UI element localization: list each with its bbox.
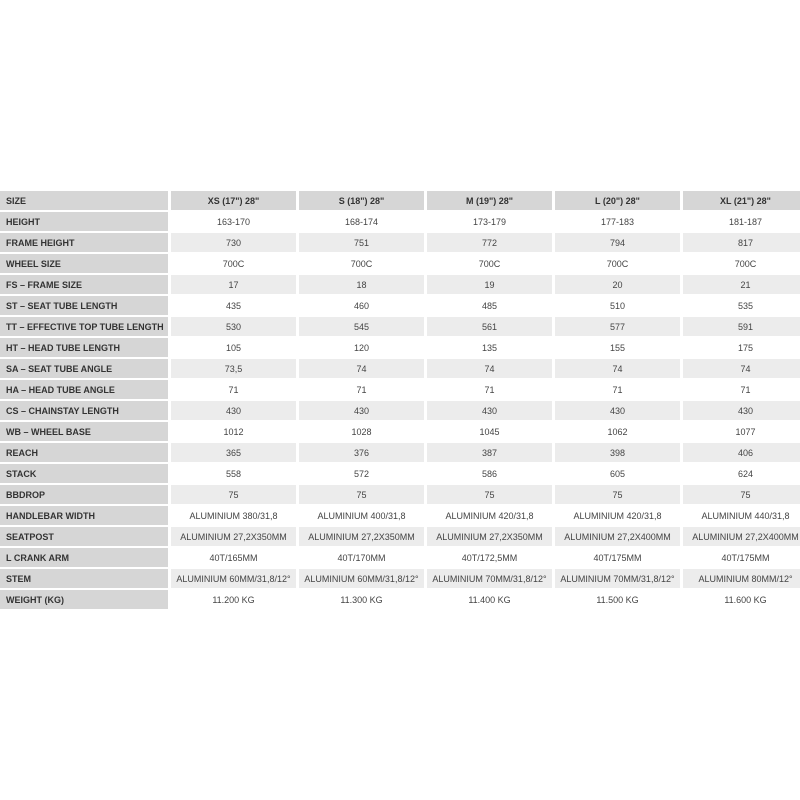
table-cell: 365 — [171, 443, 296, 462]
table-cell: 485 — [427, 296, 552, 315]
table-row — [0, 527, 800, 546]
header-size-xs: XS (17") 28" — [171, 191, 296, 210]
table-cell: 155 — [555, 338, 680, 357]
table-cell: 11.600 KG — [683, 590, 800, 609]
header-size-l: L (20") 28" — [555, 191, 680, 210]
row-label: L CRANK ARM — [0, 548, 168, 567]
table-row — [0, 380, 800, 399]
table-cell: ALUMINIUM 27,2X350MM — [171, 527, 296, 546]
table-cell: 1062 — [555, 422, 680, 441]
row-label: FRAME HEIGHT — [0, 233, 168, 252]
table-cell: 730 — [171, 233, 296, 252]
header-size-label: SIZE — [0, 191, 168, 210]
table-row — [0, 590, 800, 609]
table-cell: 430 — [683, 401, 800, 420]
table-row — [0, 233, 800, 252]
table-cell: 21 — [683, 275, 800, 294]
table-cell: 561 — [427, 317, 552, 336]
row-label: REACH — [0, 443, 168, 462]
table-cell: 177-183 — [555, 212, 680, 231]
header-size-s: S (18") 28" — [299, 191, 424, 210]
table-cell: 430 — [299, 401, 424, 420]
table-cell: 105 — [171, 338, 296, 357]
table-row — [0, 359, 800, 378]
table-row — [0, 338, 800, 357]
table-cell: 817 — [683, 233, 800, 252]
row-label: HANDLEBAR WIDTH — [0, 506, 168, 525]
table-cell: 173-179 — [427, 212, 552, 231]
table-cell: 772 — [427, 233, 552, 252]
table-cell: 11.400 KG — [427, 590, 552, 609]
table-cell: ALUMINIUM 60MM/31,8/12° — [171, 569, 296, 588]
table-cell: ALUMINIUM 380/31,8 — [171, 506, 296, 525]
row-label: HT – HEAD TUBE LENGTH — [0, 338, 168, 357]
table-cell: 510 — [555, 296, 680, 315]
table-cell: 71 — [683, 380, 800, 399]
row-label: TT – EFFECTIVE TOP TUBE LENGTH — [0, 317, 168, 336]
table-cell: ALUMINIUM 420/31,8 — [427, 506, 552, 525]
header-size-m: M (19") 28" — [427, 191, 552, 210]
table-cell: 460 — [299, 296, 424, 315]
table-cell: 40T/172,5MM — [427, 548, 552, 567]
table-cell: 18 — [299, 275, 424, 294]
table-cell: ALUMINIUM 27,2X400MM — [683, 527, 800, 546]
table-cell: ALUMINIUM 70MM/31,8/12° — [427, 569, 552, 588]
table-cell: 40T/170MM — [299, 548, 424, 567]
table-cell: 71 — [171, 380, 296, 399]
table-cell: 175 — [683, 338, 800, 357]
table-cell: 751 — [299, 233, 424, 252]
row-label: CS – CHAINSTAY LENGTH — [0, 401, 168, 420]
table-row — [0, 506, 800, 525]
table-cell: 74 — [427, 359, 552, 378]
row-label: STACK — [0, 464, 168, 483]
table-row — [0, 569, 800, 588]
table-cell: 1012 — [171, 422, 296, 441]
table-cell: 1028 — [299, 422, 424, 441]
table-cell: 794 — [555, 233, 680, 252]
table-cell: ALUMINIUM 80MM/12° — [683, 569, 800, 588]
table-cell: 75 — [427, 485, 552, 504]
table-cell: 406 — [683, 443, 800, 462]
table-row — [0, 296, 800, 315]
table-cell: 11.500 KG — [555, 590, 680, 609]
row-label: STEM — [0, 569, 168, 588]
table-cell: ALUMINIUM 27,2X350MM — [299, 527, 424, 546]
table-cell: 700C — [171, 254, 296, 273]
table-cell: ALUMINIUM 27,2X350MM — [427, 527, 552, 546]
table-cell: 135 — [427, 338, 552, 357]
table-row — [0, 443, 800, 462]
table-row — [0, 422, 800, 441]
table-row — [0, 401, 800, 420]
table-cell: 1077 — [683, 422, 800, 441]
table-cell: 398 — [555, 443, 680, 462]
table-cell: 75 — [171, 485, 296, 504]
row-label: HEIGHT — [0, 212, 168, 231]
row-label: BBDROP — [0, 485, 168, 504]
row-label: SA – SEAT TUBE ANGLE — [0, 359, 168, 378]
table-cell: 591 — [683, 317, 800, 336]
table-cell: 700C — [427, 254, 552, 273]
row-label: ST – SEAT TUBE LENGTH — [0, 296, 168, 315]
table-header — [0, 191, 800, 210]
table-cell: 535 — [683, 296, 800, 315]
geometry-table — [0, 189, 800, 611]
table-cell: 181-187 — [683, 212, 800, 231]
table-cell: ALUMINIUM 60MM/31,8/12° — [299, 569, 424, 588]
table-cell: 558 — [171, 464, 296, 483]
table-row — [0, 317, 800, 336]
table-cell: 19 — [427, 275, 552, 294]
table-cell: 435 — [171, 296, 296, 315]
table-cell: 700C — [555, 254, 680, 273]
table-cell: 168-174 — [299, 212, 424, 231]
table-cell: ALUMINIUM 27,2X400MM — [555, 527, 680, 546]
table-cell: 40T/175MM — [683, 548, 800, 567]
table-cell: 586 — [427, 464, 552, 483]
table-cell: ALUMINIUM 70MM/31,8/12° — [555, 569, 680, 588]
table-cell: 73,5 — [171, 359, 296, 378]
table-cell: 71 — [555, 380, 680, 399]
table-cell: 11.300 KG — [299, 590, 424, 609]
table-cell: ALUMINIUM 420/31,8 — [555, 506, 680, 525]
table-cell: 700C — [299, 254, 424, 273]
table-cell: 11.200 KG — [171, 590, 296, 609]
header-size-xl: XL (21") 28" — [683, 191, 800, 210]
table-cell: 74 — [299, 359, 424, 378]
table-row — [0, 275, 800, 294]
row-label: FS – FRAME SIZE — [0, 275, 168, 294]
table-cell: 40T/175MM — [555, 548, 680, 567]
table-cell: 74 — [683, 359, 800, 378]
table-row — [0, 485, 800, 504]
table-cell: 1045 — [427, 422, 552, 441]
table-cell: 75 — [555, 485, 680, 504]
table-cell: 624 — [683, 464, 800, 483]
table-cell: 430 — [555, 401, 680, 420]
table-cell: 605 — [555, 464, 680, 483]
row-label: WHEEL SIZE — [0, 254, 168, 273]
table-cell: 700C — [683, 254, 800, 273]
table-cell: 74 — [555, 359, 680, 378]
table-cell: 530 — [171, 317, 296, 336]
table-cell: 572 — [299, 464, 424, 483]
table-cell: 120 — [299, 338, 424, 357]
table-cell: 17 — [171, 275, 296, 294]
table-cell: ALUMINIUM 400/31,8 — [299, 506, 424, 525]
row-label: WEIGHT (KG) — [0, 590, 168, 609]
table-cell: 387 — [427, 443, 552, 462]
table-cell: 163-170 — [171, 212, 296, 231]
table-cell: 376 — [299, 443, 424, 462]
table-row — [0, 212, 800, 231]
table-cell: 71 — [427, 380, 552, 399]
table-cell: 20 — [555, 275, 680, 294]
table-cell: ALUMINIUM 440/31,8 — [683, 506, 800, 525]
table-cell: 75 — [299, 485, 424, 504]
table-cell: 545 — [299, 317, 424, 336]
table-cell: 577 — [555, 317, 680, 336]
table-cell: 430 — [171, 401, 296, 420]
table-row — [0, 548, 800, 567]
table-cell: 71 — [299, 380, 424, 399]
table-row — [0, 254, 800, 273]
table-body — [0, 212, 800, 609]
row-label: HA – HEAD TUBE ANGLE — [0, 380, 168, 399]
table-cell: 430 — [427, 401, 552, 420]
row-label: SEATPOST — [0, 527, 168, 546]
table-row — [0, 464, 800, 483]
header-row — [0, 191, 800, 210]
table-cell: 40T/165MM — [171, 548, 296, 567]
row-label: WB – WHEEL BASE — [0, 422, 168, 441]
table-cell: 75 — [683, 485, 800, 504]
